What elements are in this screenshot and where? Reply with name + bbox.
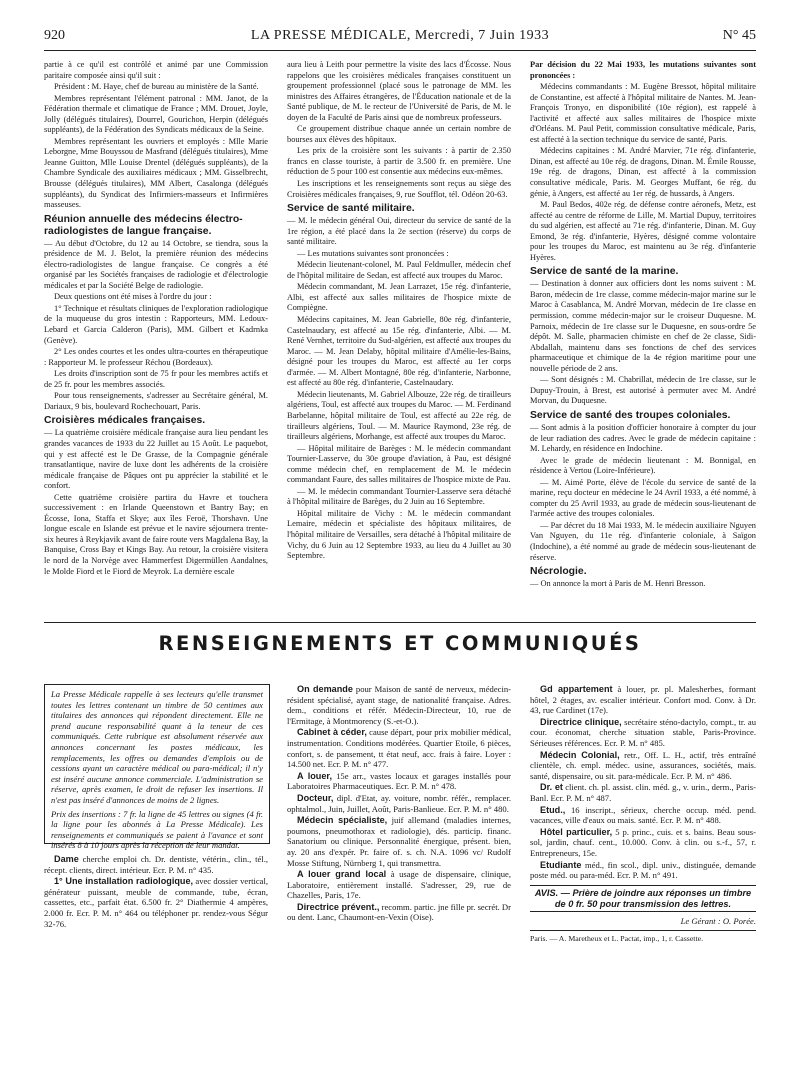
paragraph: Membres représentant l'élément patronal : MM. Janot, de la Fédération thermale et climatique de France ; MM. Drouet, Joyle, Jolly (délégués titulaires), Dourrel, Gourichon, Herpin (délégués suppléants), de la Fédération des Syndicats médicaux de la Seine. [44,93,268,135]
running-head [44,26,756,46]
paragraph: Président : M. Haye, chef de bureau au ministère de la Santé. [54,82,259,92]
classified-ad [287,793,511,814]
column-2 [287,60,511,563]
classified-ad [287,684,511,726]
ad-text: cherche emploi ch. Dr. dentiste, vétérin., clin., tél., récept. clients, direct. intérieur. Ecr. P. M. n° 435. [44,854,268,875]
paragraph: — Sont désignés : M. Chabrillat, médecin de 1re classe, sur le Dupuy-Trouin, à Brest, est autorisé à permuter avec M. André Morvan, du Duquesne. [530,375,756,406]
ad-text: à louer, pr. pl. Malesherbes, formant hôtel, 2 étages, av. escalier intérieur. Confort mod. Conv. à Dr. 43, rue Cardinet (17e). [530,684,757,716]
classified-ad [287,869,511,901]
section-heading: Service de santé de la marine. [530,266,679,278]
avis-notice [530,885,756,912]
ad-lead: Médecin Colonial, [540,749,620,760]
ad-lead: Etud., [540,804,566,815]
classified-ad [287,815,511,868]
ad-lead: Dame [54,854,79,864]
ad-lead: 1° Une installation radiologique, [54,876,194,887]
paragraph: — La quatrième croisière médicale française aura lieu pendant les grandes vacances de 1933 du 22 Juillet au 15 Août. Le paquebot, qui y est affecté est le De Grasse, de la Compagnie générale transatlantique, navire de luxe dont les adhérents de la croisière médicale française de Pâques ont pu apprécier la stabilité et le confort. [44,428,268,491]
classified-ad [530,717,756,749]
paragraph: Ce groupement distribue chaque année un certain nombre de bourses aux élèves des hôpitaux. [287,124,511,144]
ad-text: 15e arr., vastes locaux et garages installés pour Laboratoires Pharmaceutiques. Ecr. P. M. n° 478. [287,770,512,792]
notice-box [44,684,270,851]
paragraph: Membres représentant les ouvriers et employés : Mlle Marie Leborgne, Mme Bouyssou de Masfrand (délégués titulaires), Mme Jeanne Guitton, Mlle Louise Drentel (délégués suppléants), de la Chambre Syndicale des auxiliaires médicaux ; MM. Gisselbrecht, Brousse (délégués titulaires), MM Albert, Casalonga (délégués suppléants), du Syndicat des Infirmiers-masseurs et Infirmières masseuses. [44,136,268,210]
ad-text: pour Maison de santé de nerveux, médecin-résident spécialisé, ayant stage, de nationalité française. Adres. dem., conditions et référ. Médecin-Directeur, 10, rue de l'Ermitage, à Montmorency (S.-et-O.). [287,684,511,726]
paragraph: partie à ce qu'il est contrôlé et animé par une Commission paritaire composée ainsi qu'il suit : [44,60,268,80]
ad-text: secrétaire sténo-dactylo, compt., tr. au cour. économat, cherche situation stable, Paris-Province. Sérieuses références. Ecr. P. M. n° 485. [530,716,756,748]
paragraph: — On annonce la mort à Paris de M. Henri Bresson. [530,579,706,589]
paragraph: Les prix de la croisière sont les suivants : à partir de 2.350 francs en classe touriste, à partir de 3.500 fr. en première. Une réduction de 5 pour 100 est consentie aux médecins eux-mêmes. [287,146,511,177]
paragraph: Cette quatrième croisière partira du Havre et touchera successivement : en Irlande Queenstown et Bantry Bay; en Écosse, Iona, Staffa et Skye; aux îles Feroë, Thorshavn. Une longue escale en Islande est prévue et le navire séjournera trente-six heures à Reykjavik avant de faire route vers Magdalena Bay, la Banquise, Cross Bay et Kings Bay. Au retour, la croisière visitera le nord de la Norvège avec Hammerfest Digermüllen Aandalnes, le Molde Fiord et le Fiord de Meyrok. La dernière escale [44,492,268,576]
ad-lead: Gd appartement [540,684,613,694]
section-rule [44,622,756,623]
paragraph: — Les mutations suivantes sont prononcées : [297,248,449,258]
paragraph: aura lieu à Leith pour permettre la visite des lacs d'Écosse. Nous rappelons que les croisières médicales françaises constituent un groupement professionnel (placé sous le patronage de MM. les ministres des Affaires étrangères, de l'Éducation nationale et de la Santé publique, de M. le recteur de l'Université de Paris, de M. le doyen de la Faculté de Paris ainsi que de nombreux professeurs. [287,60,511,122]
paragraph: Médecin lieutenant-colonel, M. Paul Feldmuller, médecin chef de l'hôpital militaire de Sedan, est affecté aux troupes du Maroc. [287,260,511,280]
printer-line: Paris. — A. Maretheux et L. Pactat, imp., 1, r. Cassette. [530,930,756,944]
paragraph: Médecins commandants : M. Eugène Bressot, hôpital militaire de Constantine, est affecté à l'hôpital militaire de Nantes. M. Jean-François Tronyo, en disponibilité (10e région), est rappelé à l'activité et affecté aux salles militaires de l'hospice mixte d'Orléans. M. Paul Petit, commission consultative médicale, Paris, est affecté à la section technique du service de santé, Paris. [530,82,756,144]
classified-ad [530,827,756,859]
classified-ad [44,876,268,929]
avis-text: AVIS. — Prière de joindre aux réponses un timbre de 0 fr. 50 pour transmission des lettres. [534,887,752,909]
ad-text: avec dossier vertical, générateur puissant, meuble de commande, tube, écran, cassettes, etc., parfait état. 6.500 fr. 2° Diathermie 4 ampères, 2.000 fr. Ecr. P. M. n° 464 ou téléphoner pr. rendez-vous Ségur 32-76. [44,876,269,929]
paragraph: Pour tous renseignements, s'adresser au Secrétaire général, M. Dariaux, 9 bis, boulevard Rochechouart, Paris. [44,391,268,411]
section-heading: Service de santé des troupes coloniales. [530,409,731,421]
paragraph: — Destination à donner aux officiers dont les noms suivent : M. Baron, médecin de 1re classe, comme médecin-major marine sur le Maroc à Casablanca, M. André Morvan, médecin de 1re classe en permission, comme médecin-major sur le croiseur Duquesne. M. Parnoix, médecin de 1re classe sur le Duquesne, en sous-ordre 5e dépôt. M. Salle, pharmacien chimiste en chef de 2e classe, Sidi-Abdallah, maintenu dans ses fonctions de chef des services pharmaceutique et chimique de la 4e région maritime pour une nouvelle période de 2 ans. [530,279,756,373]
paragraph: Médecins capitaines : M. André Marvier, 71e rég. d'infanterie, Dinan, est affecté au 10e rég. de dragons, Dinan. M. Émile Rousse, 19e rég. de dragons, Dinan, est affecté à la commission consultative médicale, Paris. M. Georges Muffant, 6e rég. du génie, à Angers, est affecté au 1er rég. de hussards, à Angers. [530,146,756,198]
ad-lead: Dr. et [540,782,563,793]
paragraph: — Par décret du 18 Mai 1933, M. le médecin auxiliaire Nguyen Van Nguyen, du 11e rég. d'infanterie coloniale, à Saïgon (Indochine), a été nommé au grade de médecin sous-lieutenant de réserve. [530,520,756,562]
ads-column-3 [530,684,756,944]
paragraph: Médecin commandant, M. Jean Larrazet, 15e rég. d'infanterie, Albi, est affecté aux salles militaires de l'hospice mixte de Compiègne. [287,282,511,313]
notice-text [45,685,269,851]
ads-column-2 [287,684,511,924]
ad-text: 5 p. princ., cuis. et s. bains. Beau sous-sol, jardin, chauf. cent., 10.000. Conv. à clin. ou s.-f., 57, r. Entrepreneurs, 15e. [530,826,756,858]
paragraph: 2° Les ondes courtes et les ondes ultra-courtes en thérapeutique : Rapporteur M. le professeur Réchou (Bordeaux). [44,347,268,367]
column-3 [530,60,756,591]
classified-ad [287,902,511,923]
notice-paragraph: La Presse Médicale rappelle à ses lecteurs qu'elle transmet toutes les lettres contenant un timbre de 50 centimes aux titulaires des annonces qui répondent directement. Elle ne prend aucune responsabilité quant à la teneur de ces communiqués. Cette rubrique est absolument réservée aux annonces concernant les postes médicaux, les remplacements, les offres ou demandes d'emplois ou de cessions ayant un caractère médical ou para-médical; il n'y est inséré aucune annonce commerciale. L'administration se réserve, après examen, le droit de refuser les insertions. Il n'est pas inséré d'annonces de moins de 2 lignes. [51,689,263,805]
paragraph: — M. le médecin commandant Tournier-Lasserve sera détaché à l'hôpital militaire de Barèges, du 2 Juin au 16 Septembre. [287,486,511,507]
header-rule [44,50,756,51]
ad-lead: Médecin spécialiste, [297,815,388,826]
paragraph: — M. le médecin général Oui, directeur du service de santé de la 1re région, a été placé dans la 2e section (réserve) du corps de santé militaire. [287,216,511,247]
section-heading: Nécrologie. [530,566,587,578]
paragraph: M. Paul Bedos, 402e rég. de défense contre aéronefs, Metz, est affecté au centre de réforme de Lille, M. Martial Dupuy, territoires du sud algérien, est affecté au 71e rég. d'infanterie, Dinan. M. Guy Emond, 3e rég. d'infanterie, Hyères, désigné comme volontaire pour les troupes du Maroc, est maintenu au 3e rég. d'infanterie Hyères. [530,200,756,262]
classified-ad [530,805,756,826]
ad-text: dipl. d'Etat, ay. voiture, nombr. référ., remplacer. ophtalmol., Juin, Juillet, Août, Paris-Banlieue. Ecr. P. M. n° 480. [287,792,511,814]
ad-text: à usage de dispensaire, clinique, Laboratoire, entièrement installé. S'adresser, 29, rue de Chazelles, Paris, 17e. [287,869,511,901]
ad-text: retr., Off. L. H., actif, très entraîné clientèle, ch. empl. médec. usine, assurances, sociétés, mais. santé, dispensaire, ou sit. para-médicale. Ecr. P. M. n° 486. [530,749,756,781]
ad-lead: Etudiante [540,859,582,870]
classified-ad [530,684,756,716]
ad-text: 16 inscript., sérieux, cherche occup. méd. pend. vacances, ville d'eaux ou mais. santé. Ecr. P. M. n° 488. [530,804,756,826]
issue-number: N° 45 [722,28,756,43]
paragraph: — Sont admis à la position d'officier honoraire à compter du jour de leur radiation des cadres. Avec le grade de médecin capitaine : M. Lehardy, en résidence en Indochine. [530,422,756,454]
paragraph: — Hôpital militaire de Barèges : M. le médecin commandant Tournier-Lasserve, du 30e groupe d'aviation, à Pau, est désigné comme médecin chef, en remplacement de M. le médecin commandant Faure, des salles militaires de l'hospice mixte de Pau. [287,443,511,485]
section-heading: Croisières médicales françaises. [44,415,206,427]
section-heading: Service de santé militaire. [287,203,415,215]
ad-lead: Directrice prévent., [297,901,380,912]
ad-lead: A louer, [297,770,332,781]
ad-text: recomm. partic. jne fille pr. secrét. Dr ou dent. Lanc, Chaumont-en-Vexin (Oise). [287,901,511,923]
notice-prices: Prix des insertions : 7 fr. la ligne de 45 lettres ou signes (4 fr. la ligne pour les abonnés à La Presse Médicale). Les renseignements et communiqués se paient à l'avance et sont insérés 8 à 10 jours après la réception de leur mandat. [51,808,263,851]
paragraph: Les droits d'inscription sont de 75 fr pour les membres actifs et de 25 fr. pour les membres associés. [44,369,268,389]
classified-ad [530,860,756,881]
classified-ad [530,750,756,782]
classified-ad [287,727,511,769]
section-heading: Réunion annuelle des médecins électro-radiologistes de langue française. [44,213,243,237]
classified-ad [287,771,511,792]
classified-ad [44,854,268,875]
ad-lead: Directrice clinique, [540,716,622,727]
ad-lead: Hôtel particulier, [540,826,613,837]
ad-text: cause départ, pour prix mobilier médical, instrumentation. Conditions modérées. Quartier Etoile, 6 pièces, confort, s. de pansement, tt état neuf, acc. frais à faire. Loyer : 14.500 net. Ecr. P. M. n° 477. [287,727,512,770]
paragraph: Par décision du 22 Mai 1933, les mutations suivantes sont prononcées : [530,60,756,80]
page-number: 920 [44,28,65,43]
paragraph: 1° Technique et résultats cliniques de l'exploration radiologique de la muqueuse du gros intestin : Rapporteurs, MM. Ledoux-Lebard et Garcia Calderon (Paris), MM. Gilbert et Kadrnka (Genève). [44,303,268,345]
ad-lead: Docteur, [297,792,334,803]
paragraph: — M. Aimé Porte, élève de l'école du service de santé de la marine, reçu docteur en médecine le 24 Avril 1933, a été nommé, à compter du 25 Avril 1933, au grade de médecin sous-lieutenant de l'armée active des troupes coloniales. [530,477,756,519]
ad-lead: Cabinet à céder, [297,727,367,738]
paragraph: Hôpital militaire de Vichy : M. le médecin commandant Lemaire, médecin et spécialiste des hôpitaux militaires, de l'hôpital militaire de Versailles, sera détaché à l'hôpital militaire de Vichy, du 6 Juin au 12 Septembre 1933, au lieu du 4 Juillet au 30 Septembre. [287,508,511,561]
paragraph: Avec le grade de médecin lieutenant : M. Bonnigal, en résidence à Vertou (Loire-Inférieure). [530,455,756,476]
ad-text: juif allemand (maladies internes, poumons, pneumothorax et radiologie), dés. particip. financ. Sanatorium ou clinique. Personnalité énergique, présent. bien, ay. 20 ans d'expér. Pr. faire of. s. ch. N.A. 1096 vc/ Rudolf Mosse Stiftung, Nürnberg 1, qui transmettra. [287,815,511,868]
banner-heading: RENSEIGNEMENTS ET COMMUNIQUÉS [158,632,642,655]
column-1 [44,60,268,578]
ad-text: client. ch. pl. assist. clin. méd. g., v. urin., derm., Paris-Banl. Ecr. P. M. n° 487. [530,782,756,803]
gerant-signature: Le Gérant : O. Porée. [680,915,756,926]
ad-text: méd., fin scol., dipl. univ., distinguée, demande poste méd. ou para-méd. Ecr. P. M. n° 491. [530,859,756,881]
publication-title: LA PRESSE MÉDICALE, Mercredi, 7 Juin 1933 [250,28,550,43]
paragraph: Médecin lieutenants, M. Gabriel Albouze, 22e rég. de tirailleurs algériens, Toul, est affecté aux troupes du Maroc. — M. Ferdinand Barbelanne, hôpital militaire de Toul, est affecté au 22e rég. de tirailleurs algériens, Toul. — M. Maurice Raymond, 23e rég. de tirailleurs algériens, Morhange, est affecté aux troupes du Maroc. [287,389,511,442]
paragraph: Deux questions ont été mises à l'ordre du jour : [54,292,212,302]
ad-lead: On demande [297,684,353,694]
ads-column-1 [44,854,268,930]
classified-ad [530,782,756,803]
ad-lead: A louer grand local [297,869,387,880]
paragraph: — Au début d'Octobre, du 12 au 14 Octobre, se tiendra, sous la présidence de M. J. Belot, la première réunion des médecins électro-radiologistes de langue française. Ce congrès a été organisé par les Sociétés françaises de radiologie et d'électrologie médicales et par la Société Belge de radiologie. [44,238,268,290]
paragraph: Les inscriptions et les renseignements sont reçus au siège des Croisières médicales françaises, 9, rue Soufflot, tél. Odéon 20-63. [287,179,511,199]
paragraph: Médecins capitaines, M. Jean Gabrielle, 80e rég. d'infanterie, Castelnaudary, est affecté au 15e rég. d'infanterie, Albi. — M. René Vernhet, territoire du Sud-algérien, est affecté aux troupes du Maroc. — M. Jean Delaby, hôpital militaire d'Amélie-les-Bains, désigné pour les troupes du Maroc, est affecté au 1er corps d'armée. — M. Albert Montagné, 80e rég. d'infanterie, Narbonne, est affecté au 80e rég. d'infanterie, Castelnaudary. [287,315,511,388]
